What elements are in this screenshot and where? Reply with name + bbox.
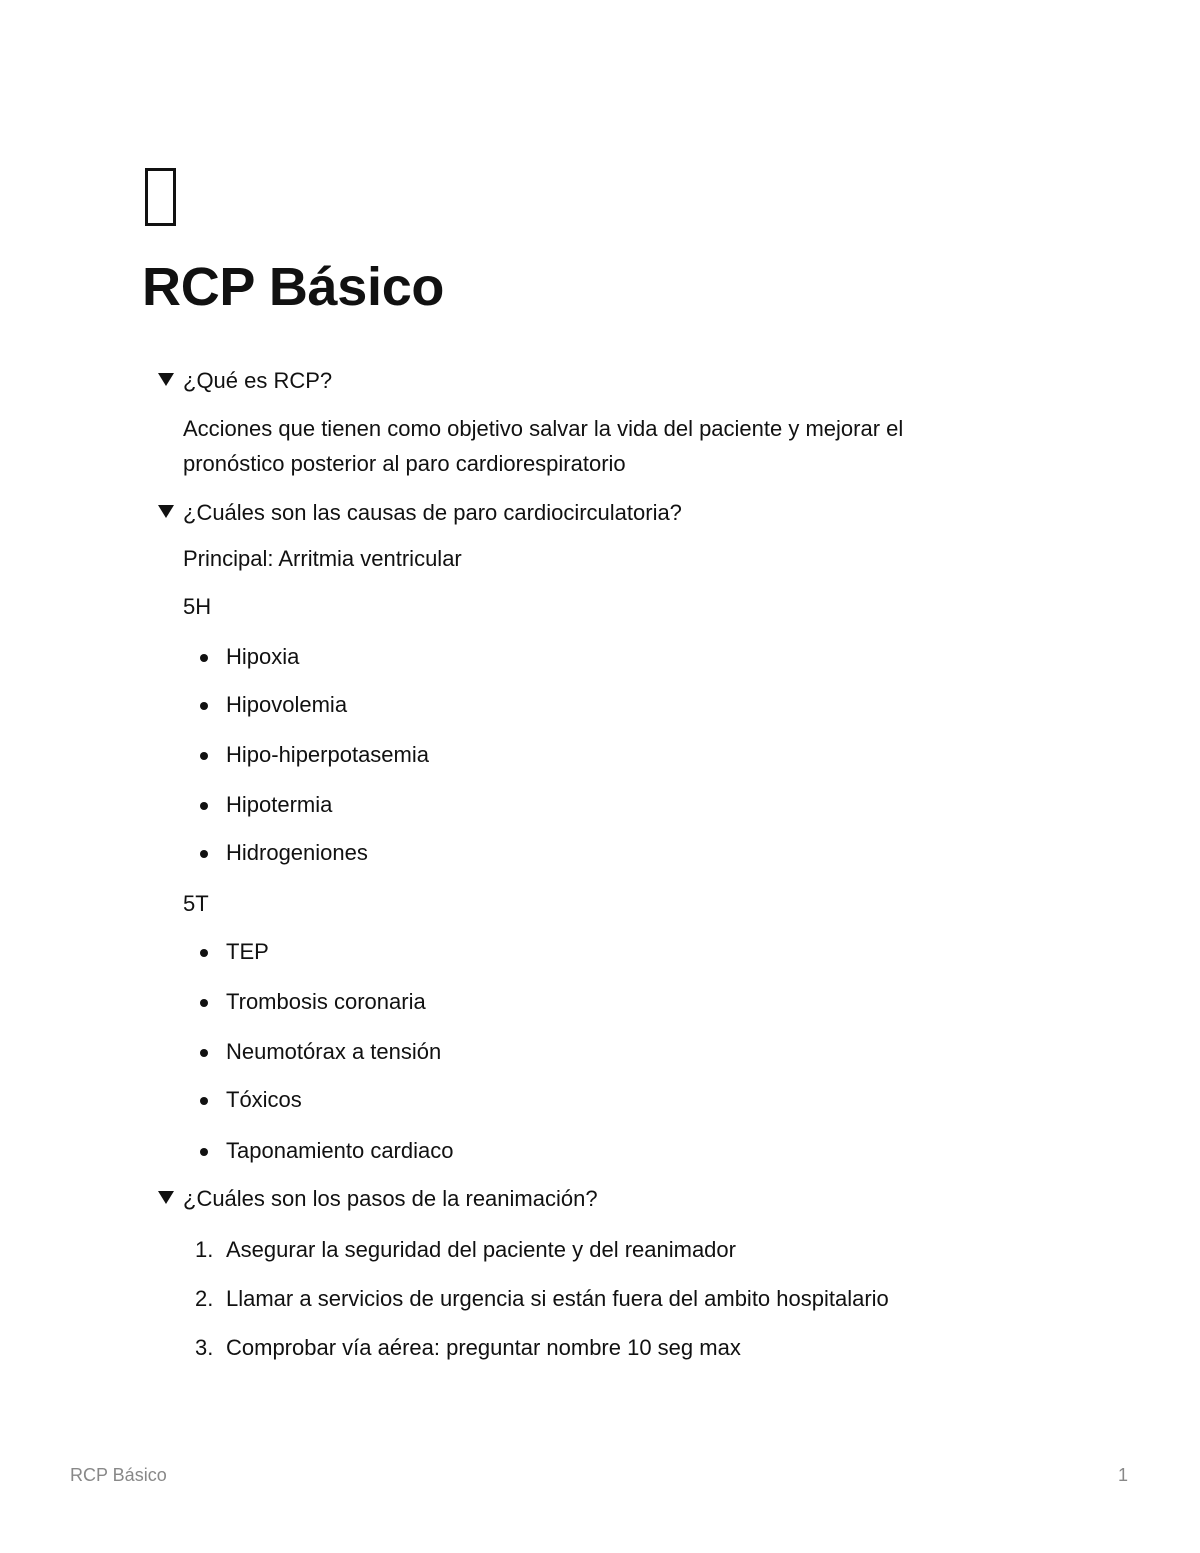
list-item: Trombosis coronaria — [226, 987, 426, 1017]
list-item: Hipo-hiperpotasemia — [226, 740, 429, 770]
toggle-heading: ¿Qué es RCP? — [183, 368, 333, 393]
bullet-icon — [200, 999, 208, 1007]
toggle-triangle-icon — [158, 505, 174, 518]
list-item: Taponamiento cardiaco — [226, 1136, 453, 1166]
list-item: Hipotermia — [226, 790, 332, 820]
list-number: 1. — [195, 1237, 214, 1262]
bullet-icon — [200, 850, 208, 858]
paragraph — [183, 411, 903, 481]
list-item: TEP — [226, 937, 269, 967]
footer-title: RCP Básico — [70, 1465, 167, 1485]
numbered-list-item: 3. Comprobar vía aérea: preguntar nombre 10 seg max — [226, 1333, 741, 1363]
bullet-icon — [200, 702, 208, 710]
bullet-icon — [200, 752, 208, 760]
bullet-icon — [200, 802, 208, 810]
toggle-triangle-icon — [158, 373, 174, 386]
list-number: 3. — [195, 1335, 214, 1360]
bullet-icon — [200, 654, 208, 662]
list-item: Hipovolemia — [226, 690, 347, 720]
numbered-list-item: 1. Asegurar la seguridad del paciente y del reanimador — [226, 1235, 736, 1265]
principal-text: Principal: Arritmia ventricular — [183, 546, 462, 571]
bullet-icon — [200, 1148, 208, 1156]
paragraph-line: pronóstico posterior al paro cardiorespiratorio — [183, 451, 626, 476]
group-label-5t: 5T — [183, 891, 209, 916]
list-number: 2. — [195, 1286, 214, 1311]
missing-glyph-icon — [145, 168, 176, 226]
page-title: RCP Básico — [142, 257, 445, 317]
toggle-que-es-rcp[interactable] — [158, 366, 332, 396]
page-number: 1 — [1118, 1465, 1129, 1485]
bullet-icon — [200, 1097, 208, 1105]
list-item: Hidrogeniones — [226, 838, 368, 868]
list-item: Tóxicos — [226, 1085, 302, 1115]
toggle-heading: ¿Cuáles son los pasos de la reanimación? — [183, 1186, 598, 1211]
bullet-icon — [200, 949, 208, 957]
toggle-pasos-reanimacion[interactable] — [158, 1184, 598, 1214]
toggle-causas[interactable] — [158, 498, 682, 528]
list-item: Hipoxia — [226, 642, 299, 672]
bullet-icon — [200, 1049, 208, 1057]
list-item: Neumotórax a tensión — [226, 1037, 441, 1067]
group-label-5h: 5H — [183, 594, 212, 619]
toggle-heading: ¿Cuáles son las causas de paro cardiocirculatoria? — [183, 500, 682, 525]
numbered-list-item: 2. Llamar a servicios de urgencia si están fuera del ambito hospitalario — [226, 1284, 889, 1314]
paragraph-line: Acciones que tienen como objetivo salvar la vida del paciente y mejorar el — [183, 416, 904, 441]
toggle-triangle-icon — [158, 1191, 174, 1204]
